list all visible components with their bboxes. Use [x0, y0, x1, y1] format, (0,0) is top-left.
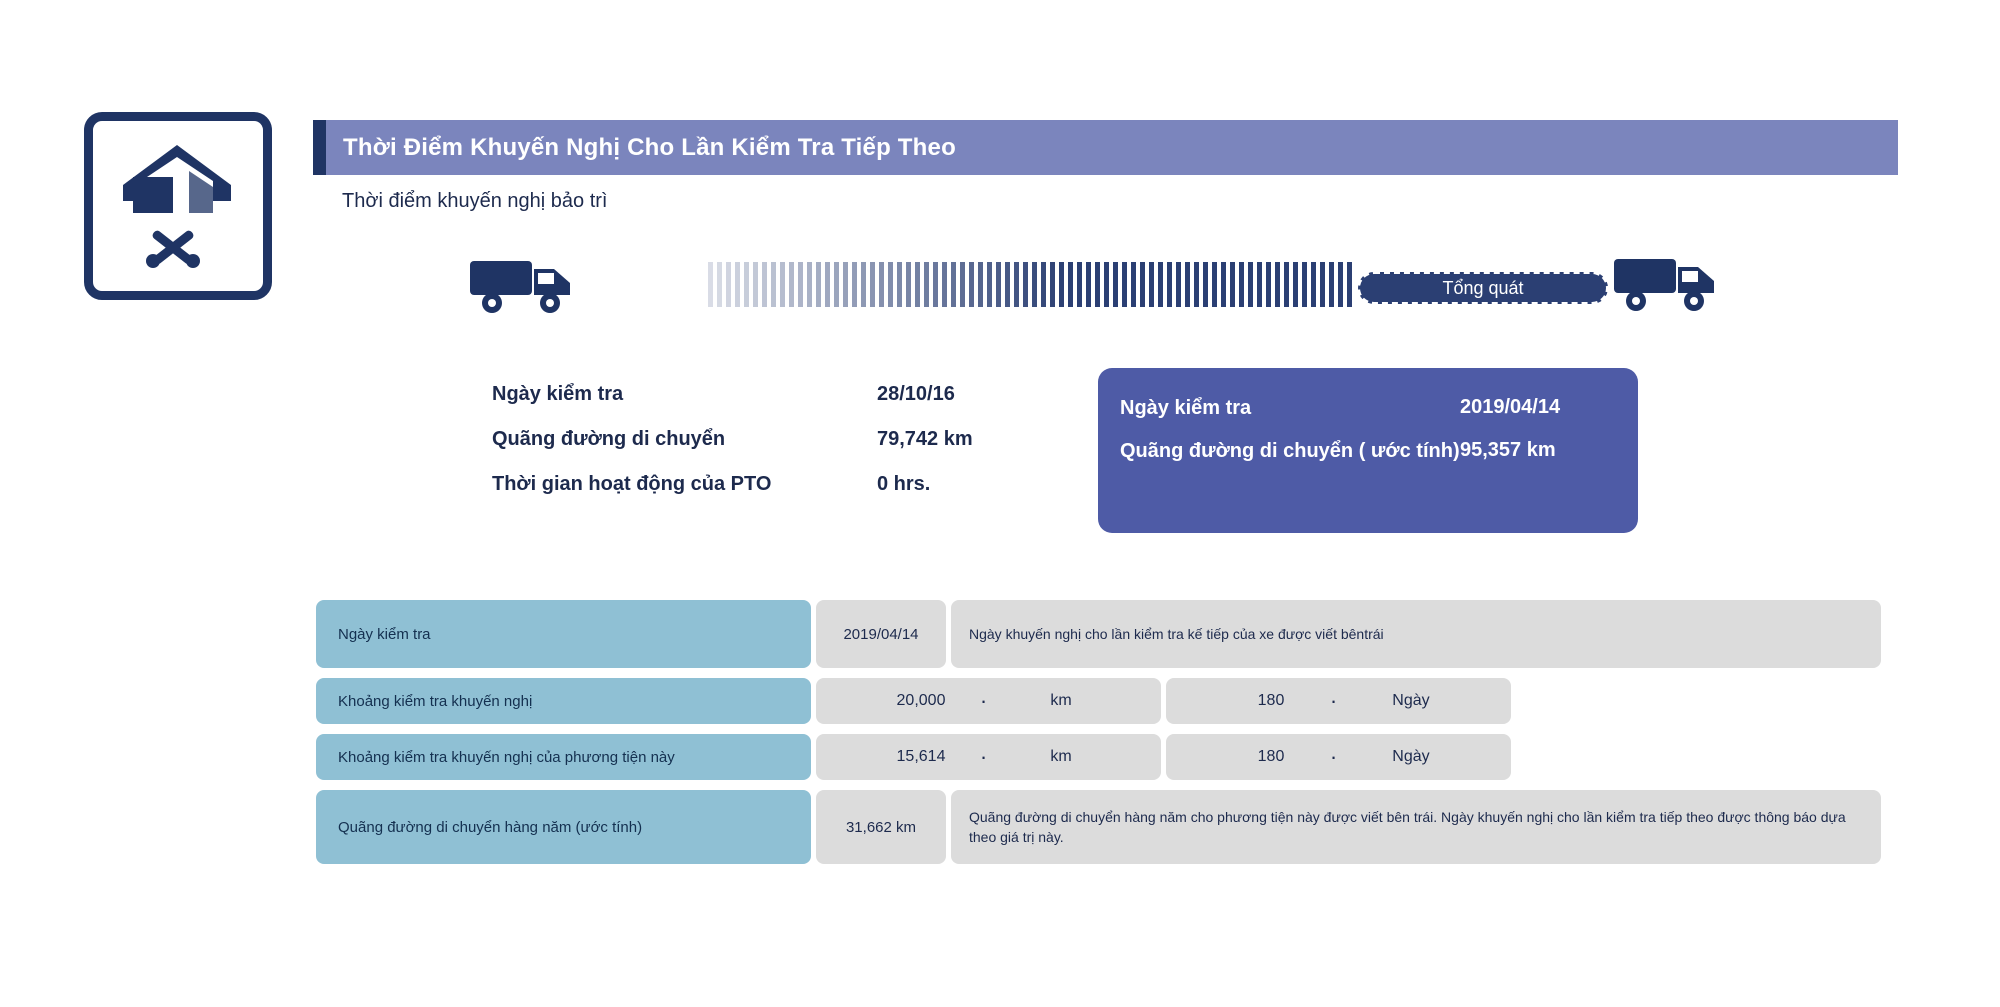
stat-label: Quãng đường di chuyển [492, 428, 726, 450]
row-days-cell: 180 · Ngày [1166, 734, 1511, 780]
stat-row [492, 428, 973, 451]
stat-value: 79,742 km [877, 428, 973, 450]
card-value: 95,357 km [1460, 439, 1556, 461]
card-value: 2019/04/14 [1460, 396, 1561, 418]
page-title: Thời Điểm Khuyến Nghị Cho Lần Kiểm Tra Tiếp Theo [343, 133, 956, 161]
row-label: Ngày kiểm tra [316, 600, 811, 668]
garage-tools-icon [93, 121, 263, 291]
card-row [1120, 439, 1608, 464]
row-note: Quãng đường di chuyển hàng năm cho phương tiện này được viết bên trái. Ngày khuyến nghị cho lần kiểm tra tiếp theo được thông báo dựa theo giá trị này. [951, 790, 1881, 864]
truck-start-icon [468, 255, 578, 322]
row-days-value: 180 [1257, 692, 1285, 709]
row-distance-value: 15,614 [896, 748, 946, 765]
table-row [316, 600, 1881, 668]
row-note: Ngày khuyến nghị cho lần kiểm tra kế tiếp của xe được viết bêntrái [951, 600, 1881, 668]
row-days-unit: Ngày [1392, 748, 1430, 765]
stat-value: 28/10/16 [877, 383, 955, 405]
row-distance-unit: km [1050, 692, 1072, 709]
row-days-unit: Ngày [1392, 692, 1430, 709]
row-distance-value: 20,000 [896, 692, 946, 709]
card-label: Quãng đường di chuyển ( ước tính) [1120, 440, 1460, 462]
row-label: Khoảng kiểm tra khuyến nghị của phương tiện này [316, 734, 811, 780]
stat-label: Ngày kiểm tra [492, 383, 624, 405]
page-subtitle: Thời điểm khuyến nghị bảo trì [342, 190, 608, 212]
card-label: Ngày kiểm tra [1120, 397, 1252, 419]
table-row [316, 790, 1881, 864]
details-table [316, 600, 1881, 874]
row-value: 31,662 km [816, 790, 946, 864]
card-row [1120, 396, 1608, 421]
row-value: 2019/04/14 [816, 600, 946, 668]
table-row [316, 678, 1881, 724]
stat-value: 0 hrs. [877, 473, 931, 495]
header-accent-bar [313, 120, 326, 175]
maintenance-icon-badge [84, 112, 272, 300]
row-label: Khoảng kiểm tra khuyến nghị [316, 678, 811, 724]
page-header-bar [313, 120, 1898, 175]
current-inspection-stats [492, 383, 973, 518]
stat-label: Thời gian hoạt động của PTO [492, 473, 772, 495]
stat-row [492, 383, 973, 406]
row-label: Quãng đường di chuyển hàng năm (ước tính) [316, 790, 811, 864]
inspection-progress-strip [708, 262, 1358, 307]
table-row [316, 734, 1881, 780]
row-days-value: 180 [1257, 748, 1285, 765]
row-distance-unit: km [1050, 748, 1072, 765]
progress-pill [1358, 272, 1608, 304]
row-days-cell: 180 · Ngày [1166, 678, 1511, 724]
row-distance-cell: 15,614 · km [816, 734, 1161, 780]
progress-pill-label: Tổng quát [1442, 277, 1524, 298]
stat-row [492, 473, 973, 496]
next-inspection-estimate-card [1098, 368, 1638, 533]
row-distance-cell: 20,000 · km [816, 678, 1161, 724]
truck-end-icon [1612, 253, 1722, 320]
